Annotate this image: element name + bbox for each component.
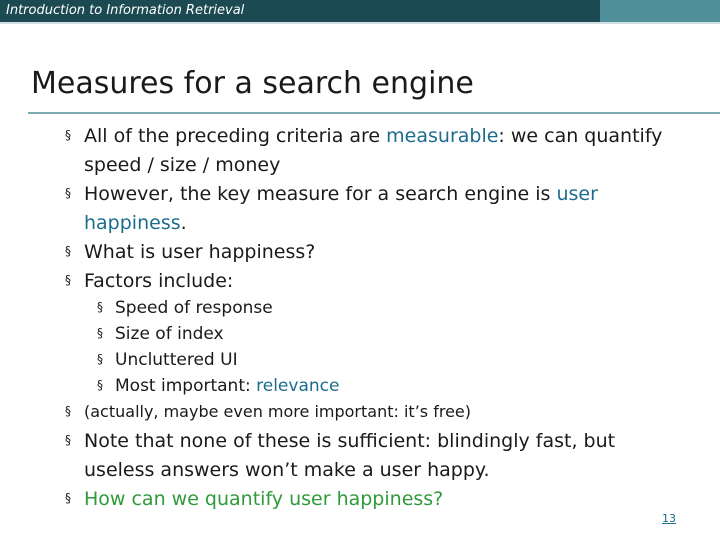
bullet-marker-icon: § [65, 433, 71, 447]
bullet-text: All of the preceding criteria are [84, 125, 387, 147]
bullet-item-continued [84, 209, 187, 238]
highlight-happiness: happiness [84, 212, 181, 234]
subbullet-item: Speed of response [115, 298, 273, 318]
bullet-text: . [180, 212, 187, 234]
bullet-item-continued: speed / size / money [84, 154, 281, 176]
highlight-user: user [556, 183, 598, 205]
subbullet-marker-icon: § [97, 300, 103, 314]
bullet-marker-icon: § [65, 128, 71, 142]
bullet-item: Factors include: [84, 270, 234, 292]
bullet-item [84, 180, 598, 209]
header-bar [0, 0, 600, 22]
bullet-marker-icon: § [65, 273, 71, 287]
bullet-item-continued: useless answers won’t make a user happy. [84, 459, 490, 481]
subbullet-marker-icon: § [97, 352, 103, 366]
highlight-measurable: measurable [386, 125, 499, 147]
subbullet-item [115, 373, 339, 399]
header-accent-block [600, 0, 720, 22]
subbullet-marker-icon: § [97, 326, 103, 340]
bullet-marker-icon: § [65, 244, 71, 258]
note-item: (actually, maybe even more important: it’s free) [84, 402, 471, 421]
bullet-item [84, 122, 662, 151]
bullet-item: Note that none of these is sufficient: blindingly fast, but [84, 430, 616, 452]
slide-title: Measures for a search engine [31, 66, 474, 101]
bullet-marker-icon: § [65, 404, 71, 418]
course-title: Introduction to Information Retrieval [6, 3, 245, 18]
bullet-text: : we can quantify [498, 125, 663, 147]
bullet-item-question: How can we quantify user happiness? [84, 488, 444, 510]
bullet-text: However, the key measure for a search engine is [84, 183, 557, 205]
page-number: 13 [662, 512, 676, 525]
highlight-relevance: relevance [256, 376, 340, 396]
subbullet-item: Uncluttered UI [115, 350, 238, 370]
title-underline [28, 112, 720, 114]
subbullet-text: Most important: [115, 376, 257, 396]
subbullet-marker-icon: § [97, 378, 103, 392]
subbullet-item: Size of index [115, 324, 224, 344]
bullet-marker-icon: § [65, 186, 71, 200]
bullet-item: What is user happiness? [84, 241, 316, 263]
bullet-marker-icon: § [65, 491, 71, 505]
header-divider [0, 22, 720, 24]
